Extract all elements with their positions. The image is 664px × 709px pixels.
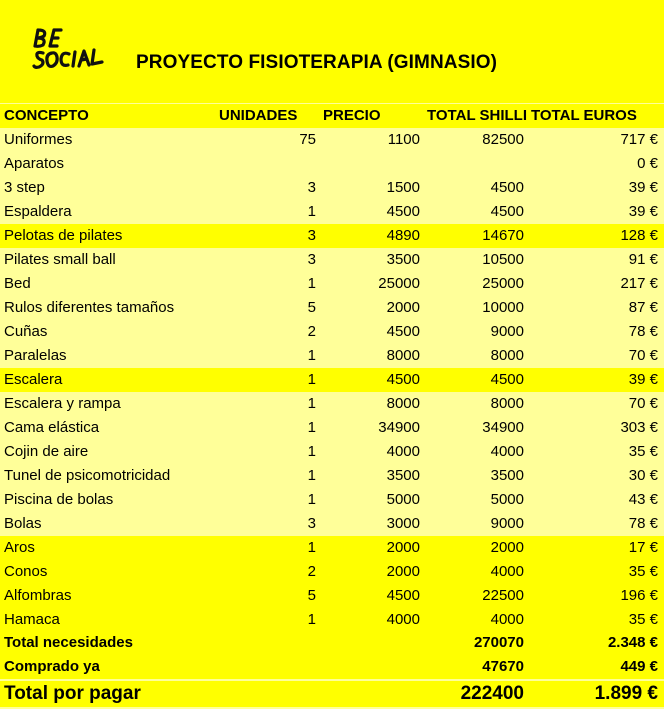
cell-concept: Uniformes [4,131,73,148]
header-band [0,0,664,103]
cell-total-shilli: 14670 [482,227,524,244]
cell-concept: Bed [4,275,31,292]
header-concepto: CONCEPTO [4,107,89,124]
cell-units: 2 [307,563,316,580]
cell-concept: Aros [4,539,35,556]
table-row [0,176,664,200]
to-pay-label: Total por pagar [4,683,141,704]
cell-concept: Aparatos [4,155,65,172]
cell-price: 1100 [387,131,420,148]
table-row [0,224,664,248]
cell-total-shilli: 22500 [482,587,524,604]
cell-price: 8000 [386,347,420,364]
header-total-euros: TOTAL EUROS [531,107,637,124]
cell-total-euros: 30 € [628,467,658,484]
cell-concept: Paralelas [4,347,67,364]
table-row [0,320,664,344]
cell-price: 34900 [378,419,420,436]
cell-total-euros: 70 € [628,395,658,412]
to-pay-shilli: 222400 [460,683,524,704]
cell-total-euros: 87 € [628,299,658,316]
cell-price: 25000 [378,275,420,292]
cell-total-shilli: 4000 [490,611,524,628]
cell-concept: Tunel de psicomotricidad [4,467,171,484]
cell-total-euros: 39 € [628,179,658,196]
table-row [0,464,664,488]
cell-price: 2000 [386,539,420,556]
cell-concept: Rulos diferentes tamaños [4,299,175,316]
header-total-shilli: TOTAL SHILLI [427,107,527,124]
cell-concept: Bolas [4,515,42,532]
cell-total-euros: 78 € [628,515,658,532]
table-row [0,152,664,176]
cell-total-euros: 217 € [620,275,658,292]
cell-price: 4500 [386,371,420,388]
cell-total-shilli: 10500 [482,251,524,268]
cell-total-euros: 39 € [628,203,658,220]
cell-units: 3 [307,179,316,196]
table-row [0,248,664,272]
cell-total-euros: 35 € [628,611,658,628]
cell-units: 5 [307,299,316,316]
table-row [0,128,664,152]
cell-units: 2 [307,323,316,340]
table-row [0,488,664,512]
cell-total-euros: 39 € [628,371,658,388]
cell-concept: Escalera [4,371,63,388]
cell-concept: Piscina de bolas [4,491,114,508]
cell-concept: Cojin de aire [4,443,89,460]
cell-total-shilli: 4500 [490,371,524,388]
cell-concept: Conos [4,563,48,580]
cell-price: 4000 [386,443,420,460]
cell-total-shilli: 9000 [490,515,524,532]
total-needs-row [0,631,664,655]
cell-units: 1 [307,395,316,412]
table-row [0,392,664,416]
cell-total-shilli: 5000 [490,491,524,508]
cell-price: 4000 [386,611,420,628]
cell-total-euros: 91 € [628,251,658,268]
cell-concept: Cama elástica [4,419,100,436]
cell-total-euros: 0 € [637,155,658,172]
bought-row [0,655,664,679]
table-row [0,416,664,440]
cell-concept: Alfombras [4,587,72,604]
cell-total-shilli: 3500 [490,467,524,484]
table-row [0,368,664,392]
cell-total-euros: 17 € [628,539,658,556]
table-row [0,608,664,632]
to-pay-row [0,681,664,707]
cell-total-shilli: 4500 [490,179,524,196]
cell-price: 4500 [386,323,420,340]
cell-total-euros: 35 € [628,443,658,460]
header-unidades: UNIDADES [219,107,298,124]
cell-total-euros: 717 € [620,131,658,148]
cell-total-euros: 78 € [628,323,658,340]
cell-price: 3500 [386,251,420,268]
cell-units: 3 [307,227,316,244]
bought-label: Comprado ya [4,658,100,675]
cell-total-shilli: 4000 [490,443,524,460]
bought-shilli: 47670 [482,658,524,675]
cell-price: 3000 [386,515,420,532]
cell-price: 4890 [386,227,420,244]
table-row [0,512,664,536]
table-row [0,536,664,560]
cell-concept: 3 step [4,179,45,196]
page-title: PROYECTO FISIOTERAPIA (GIMNASIO) [136,52,498,73]
to-pay-euros: 1.899 € [594,683,658,704]
cell-concept: Cuñas [4,323,48,340]
cell-units: 1 [307,203,316,220]
cell-concept: Espaldera [4,203,72,220]
cell-price: 1500 [386,179,420,196]
cell-total-shilli: 10000 [482,299,524,316]
cell-total-shilli: 82500 [482,131,524,148]
header-precio: PRECIO [323,107,381,124]
table-row [0,440,664,464]
cell-price: 3500 [386,467,420,484]
cell-total-shilli: 9000 [490,323,524,340]
cell-price: 4500 [386,587,420,604]
cell-units: 1 [307,275,316,292]
cell-units: 1 [307,611,316,628]
cell-total-shilli: 25000 [482,275,524,292]
cell-units: 1 [307,539,316,556]
total-needs-label: Total necesidades [4,634,133,651]
cell-units: 1 [307,347,316,364]
cell-units: 1 [307,419,316,436]
cell-units: 75 [299,131,316,148]
cell-total-euros: 70 € [628,347,658,364]
total-needs-euros: 2.348 € [607,634,658,651]
cell-price: 2000 [386,299,420,316]
table-row [0,344,664,368]
total-needs-shilli: 270070 [473,634,524,651]
cell-concept: Hamaca [4,611,60,628]
cell-units: 3 [307,251,316,268]
cell-total-euros: 43 € [628,491,658,508]
cell-units: 1 [307,467,316,484]
cell-concept: Pilates small ball [4,251,116,268]
cell-price: 2000 [386,563,420,580]
cell-total-euros: 128 € [620,227,658,244]
cell-total-euros: 35 € [628,563,658,580]
cell-units: 1 [307,443,316,460]
cell-price: 4500 [386,203,420,220]
cell-price: 8000 [386,395,420,412]
cell-concept: Escalera y rampa [4,395,121,412]
bought-euros: 449 € [620,658,658,675]
table-row [0,560,664,584]
cell-units: 5 [307,587,316,604]
column-headers [0,104,664,128]
table-row [0,272,664,296]
cell-total-shilli: 2000 [490,539,524,556]
table-row [0,296,664,320]
cell-total-shilli: 8000 [490,347,524,364]
cell-total-shilli: 4500 [490,203,524,220]
be-social-logo [30,24,120,74]
cell-total-euros: 196 € [620,587,658,604]
cell-total-shilli: 8000 [490,395,524,412]
cell-total-shilli: 34900 [482,419,524,436]
cell-units: 1 [307,491,316,508]
cell-total-shilli: 4000 [490,563,524,580]
table-row [0,584,664,608]
cell-total-euros: 303 € [620,419,658,436]
cell-price: 5000 [386,491,420,508]
cell-concept: Pelotas de pilates [4,227,123,244]
cell-units: 1 [307,371,316,388]
cell-units: 3 [307,515,316,532]
table-row [0,200,664,224]
